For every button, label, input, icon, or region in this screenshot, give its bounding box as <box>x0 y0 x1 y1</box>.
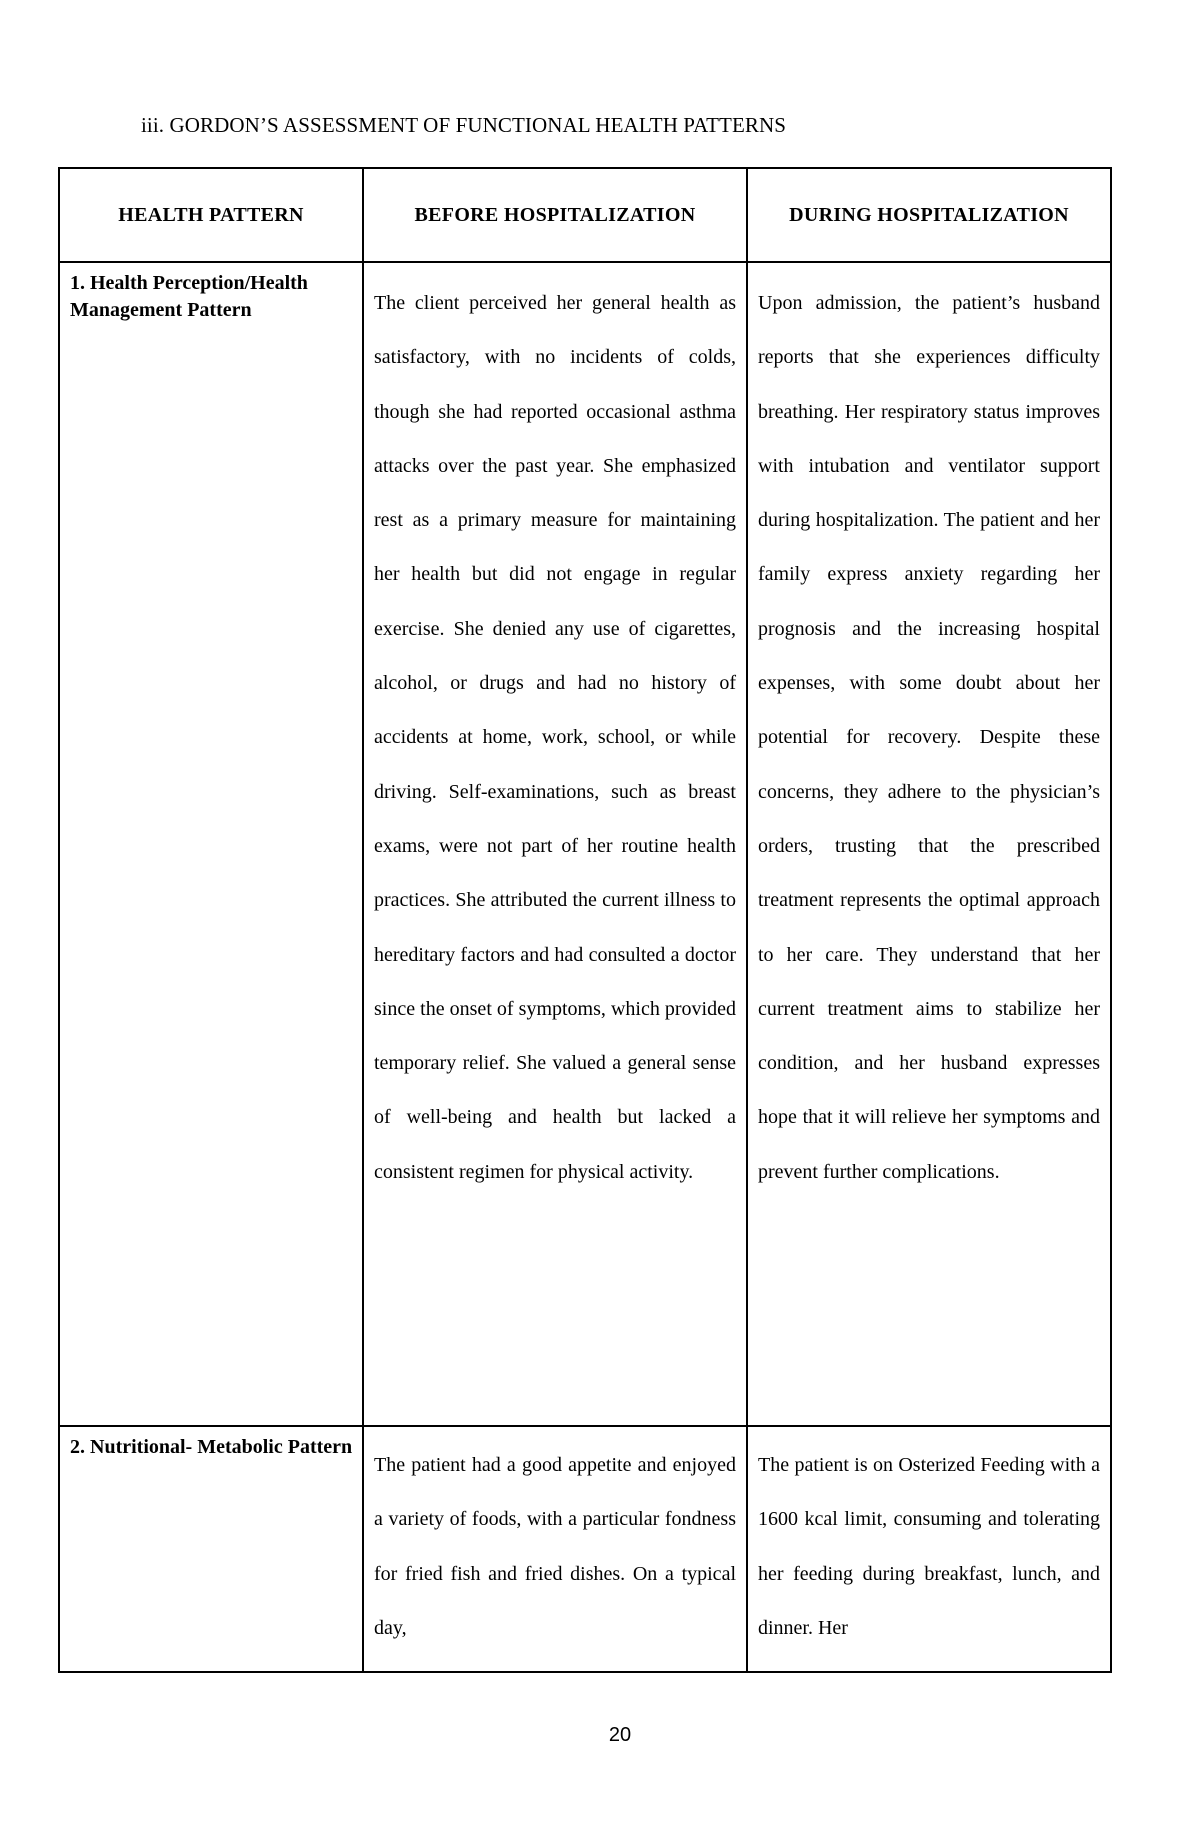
pattern-cell <box>59 262 363 1426</box>
during-cell <box>747 1426 1111 1672</box>
page-heading: iii. GORDON’S ASSESSMENT OF FUNCTIONAL HEALTH PATTERNS <box>141 113 787 137</box>
header-health-pattern: HEALTH PATTERN <box>59 168 363 262</box>
pattern-name: 2. Nutritional- Metabolic Pattern <box>70 1436 353 1458</box>
before-cell <box>363 262 747 1426</box>
header-before-hospitalization: BEFORE HOSPITALIZATION <box>363 168 747 262</box>
table-header-row <box>59 168 1111 262</box>
pattern-cell <box>59 1426 363 1672</box>
table-row <box>59 1426 1111 1672</box>
pattern-name: 1. Health Perception/Health Management Pattern <box>70 272 308 321</box>
header-during-hospitalization: DURING HOSPITALIZATION <box>747 168 1111 262</box>
table-row <box>59 262 1111 1426</box>
before-text: The patient had a good appetite and enjoyed a variety of foods, with a particular fondness for fried fish and fried dishes. On a typical day, <box>374 1454 736 1639</box>
during-text: Upon admission, the patient’s husband reports that she experiences difficulty breathing. Her respiratory status improves with intubation and ventilator support during hospitalization. The patient and her family express anxiety regarding her prognosis and the increasing hospital expenses, with some doubt about her potential for recovery. Despite these concerns, they adhere to the physician’s orders, trusting that the prescribed treatment represents the optimal approach to her care. They understand that her current treatment aims to stabilize her condition, and her husband expresses hope that it will relieve her symptoms and prevent further complications. <box>758 292 1100 1183</box>
before-text: The client perceived her general health as satisfactory, with no incidents of colds, though she had reported occasional asthma attacks over the past year. She emphasized rest as a primary measure for maintaining her health but did not engage in regular exercise. She denied any use of cigarettes, alcohol, or drugs and had no history of accidents at home, work, school, or while driving. Self-examinations, such as breast exams, were not part of her routine health practices. She attributed the current illness to hereditary factors and had consulted a doctor since the onset of symptoms, which provided temporary relief. She valued a general sense of well-being and health but lacked a consistent regimen for physical activity. <box>374 292 736 1183</box>
during-text: The patient is on Osterized Feeding with a 1600 kcal limit, consuming and tolerating her feeding during breakfast, lunch, and dinner. Her <box>758 1454 1100 1639</box>
page-number: 20 <box>608 1724 632 1746</box>
assessment-table <box>58 167 1112 1673</box>
during-cell <box>747 262 1111 1426</box>
before-cell <box>363 1426 747 1672</box>
